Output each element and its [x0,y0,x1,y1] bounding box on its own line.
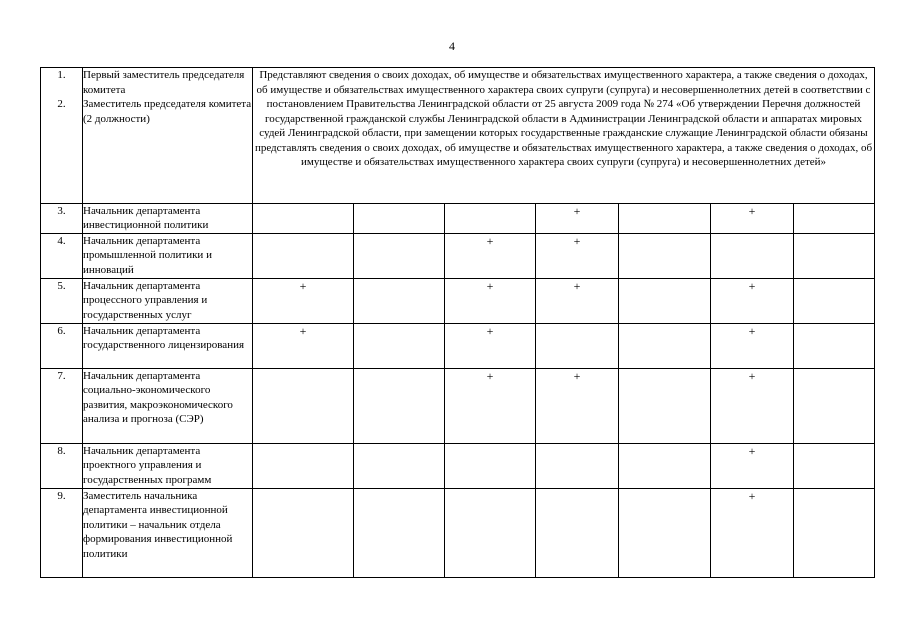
position-title: Начальник департамента процессного управления и государственных услуг [83,278,253,323]
plus-mark-cell: + [536,368,619,443]
empty-mark-cell [445,443,536,488]
plus-mark-cell: + [445,278,536,323]
empty-mark-cell [794,233,875,278]
empty-mark-cell [445,203,536,233]
table-row [41,443,875,488]
empty-mark-cell [253,443,354,488]
empty-mark-cell [536,443,619,488]
table-row [41,203,875,233]
table-row [41,68,875,98]
empty-mark-cell [619,488,711,577]
plus-mark-cell: + [445,323,536,368]
position-title: Начальник департамента проектного управления и государственных программ [83,443,253,488]
empty-mark-cell [354,368,445,443]
plus-mark-cell: + [711,488,794,577]
plus-mark-cell: + [711,443,794,488]
empty-mark-cell [253,233,354,278]
page-number: 4 [449,39,455,53]
position-title: Начальник департамента социально-экономического развития, макроэкономического анализа и прогноза (СЭР) [83,368,253,443]
empty-mark-cell [253,488,354,577]
empty-mark-cell [711,233,794,278]
empty-mark-cell [619,368,711,443]
empty-mark-cell [354,203,445,233]
empty-mark-cell [794,443,875,488]
position-title: Заместитель начальника департамента инвестиционной политики – начальник отдела формирования инвестиционной политики [83,488,253,577]
table-row [41,323,875,368]
table-row [41,488,875,577]
empty-mark-cell [794,278,875,323]
table-row [41,368,875,443]
plus-mark-cell: + [445,368,536,443]
position-title: Заместитель председателя комитета (2 должности) [83,97,253,203]
table-row [41,233,875,278]
plus-mark-cell: + [711,323,794,368]
row-number: 9. [41,488,83,577]
empty-mark-cell [253,368,354,443]
plus-mark-cell: + [711,203,794,233]
row-number: 8. [41,443,83,488]
row-number: 3. [41,203,83,233]
row-number: 4. [41,233,83,278]
empty-mark-cell [253,203,354,233]
plus-mark-cell: + [253,278,354,323]
empty-mark-cell [794,368,875,443]
plus-mark-cell: + [711,278,794,323]
plus-mark-cell: + [536,278,619,323]
row-number: 2. [41,97,83,203]
row-number: 6. [41,323,83,368]
empty-mark-cell [354,233,445,278]
empty-mark-cell [619,278,711,323]
empty-mark-cell [794,323,875,368]
row-number: 7. [41,368,83,443]
empty-mark-cell [354,278,445,323]
plus-mark-cell: + [253,323,354,368]
empty-mark-cell [354,323,445,368]
position-title: Начальник департамента инвестиционной политики [83,203,253,233]
positions-table [40,67,875,578]
plus-mark-cell: + [445,233,536,278]
position-title: Начальник департамента государственного лицензирования [83,323,253,368]
empty-mark-cell [354,488,445,577]
empty-mark-cell [445,488,536,577]
empty-mark-cell [619,443,711,488]
plus-mark-cell: + [536,233,619,278]
merged-note-cell: Представляют сведения о своих доходах, об имуществе и обязательствах имущественного характера, а также сведения о доходах, об имуществе и обязательствах имущественного характера своих супруги (супруга) и несовершеннолетних детей в соответствии с постановлением Правительства Ленинградской области от 25 августа 2009 года № 274 «Об утверждении Перечня должностей государственной гражданской службы Ленинградской области в Администрации Ленинградской области и аппаратах мировых судей Ленинградской области, при замещении которых государственные гражданские служащие Ленинградской области обязаны представлять сведения о своих доходах, об имуществе и обязательствах имущественного характера, а также сведения о доходах, об имуществе и обязательствах имущественного характера своих супруги (супруга) и несовершеннолетних детей» [253,68,875,204]
table-row [41,278,875,323]
row-number: 5. [41,278,83,323]
plus-mark-cell: + [536,203,619,233]
empty-mark-cell [619,323,711,368]
empty-mark-cell [536,488,619,577]
position-title: Первый заместитель председателя комитета [83,68,253,98]
position-title: Начальник департамента промышленной политики и инноваций [83,233,253,278]
empty-mark-cell [794,488,875,577]
empty-mark-cell [794,203,875,233]
empty-mark-cell [536,323,619,368]
row-number: 1. [41,68,83,98]
plus-mark-cell: + [711,368,794,443]
empty-mark-cell [619,233,711,278]
empty-mark-cell [619,203,711,233]
empty-mark-cell [354,443,445,488]
